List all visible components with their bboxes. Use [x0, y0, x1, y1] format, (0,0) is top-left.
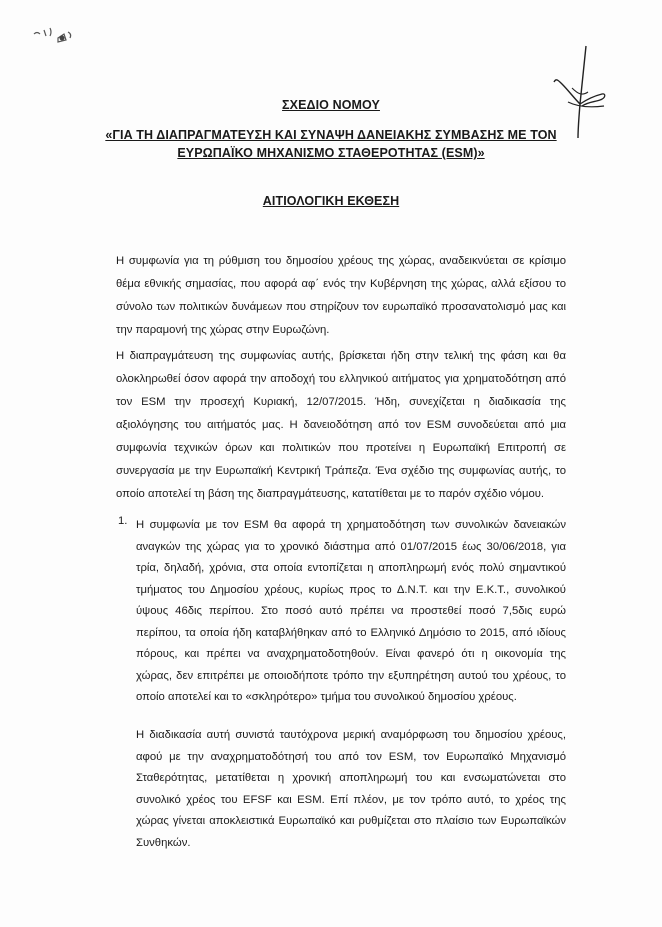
list-item-1: Η συμφωνία με τον ESM θα αφορά τη χρηματοδότηση των συνολικών δανειακών αναγκών της χώρας για το χρονικό διάστημα από 01/07/2015 έως 30/06/2018, για τρία, δηλαδή, χρόνια, στα οποία εντοπίζεται η αποπληρωμή ενός πολύ σημαντικού τμήματος του Δημοσίου χρέους, κυρίως προς το Δ.Ν.Τ. και την Ε.Κ.Τ., συνολικού ύψους 46δις περίπου. Στο ποσό αυτό πρέπει να προστεθεί ποσό 7,5δις ευρώ περίπου, τα οποία ήδη καταβλήθηκαν από το Ελληνικό Δημόσιο το 2015, από ιδίους πόρους, και πρέπει να αναχρηματοδοτηθούν. Είναι φανερό ότι η οικονομία της χώρας, δεν επιτρέπει με οποιοδήποτε τρόπο την εξυπηρέτηση αυτού του χρέους, το οποίο αποτελεί και το «σκληρότερο» τμήμα του συνολικού δημοσίου χρέους.: [136, 519, 566, 703]
list-item-number: 1.: [118, 515, 128, 527]
paragraph-2: Η διαπραγμάτευση της συμφωνίας αυτής, βρίσκεται ήδη στην τελική της φάση και θα ολοκληρωθεί όσον αφορά την αποδοχή του ελληνικού αιτήματος για χρηματοδότηση από τον ESM την προσεχή Κυριακή, 12/07/2015. Ήδη, συνεχίζεται η διαδικασία της αξιολόγησης του αιτήματός μας. Η δανειοδότηση από τον ESM συνοδεύεται από μια συμφωνία τεχνικών όρων και πολιτικών που προτείνει η Ευρωπαϊκή Επιτροπή σε συνεργασία με την Ευρωπαϊκή Κεντρική Τράπεζα. Ένα σχέδιο της συμφωνίας αυτής, το οποίο αποτελεί τη βάση της διαπραγμάτευσης, κατατίθεται με το παρόν σχέδιο νόμου.: [116, 350, 566, 500]
handwritten-signature: [548, 44, 608, 140]
bill-title-line-1: «ΓΙΑ ΤΗ ΔΙΑΠΡΑΓΜΑΤΕΥΣΗ ΚΑΙ ΣΥΝΑΨΗ ΔΑΝΕΙΑΚΗΣ ΣΥΜΒΑΣΗΣ ΜΕ ΤΟΝ: [105, 128, 557, 142]
bill-title-line-2: ΕΥΡΩΠΑΪΚΟ ΜΗΧΑΝΙΣΜΟ ΣΤΑΘΕΡΟΤΗΤΑΣ (ESM)»: [177, 146, 485, 160]
paragraph-1: Η συμφωνία για τη ρύθμιση του δημοσίου χρέους της χώρας, αναδεικνύεται σε κρίσιμο θέμα εθνικής σημασίας, που αφορά αφ΄ ενός την Κυβέρνηση της χώρας, αλλά εξίσου το σύνολο των πολιτικών δυνάμεων που στηρίζουν τον ευρωπαϊκό προσανατολισμό μας και την παραμονή της χώρας στην Ευρωζώνη.: [116, 255, 566, 336]
list-item-1-continuation: Η διαδικασία αυτή συνιστά ταυτόχρονα μερική αναμόρφωση του δημοσίου χρέους, αφού με την αναχρηματοδότησή του από τον ESM, τον Ευρωπαϊκό Μηχανισμό Σταθερότητας, μετατίθεται η χρονική αποπληρωμή του και ενσωματώνεται στο συνολικό χρέος του EFSF και ESM. Επί πλέον, με τον τρόπο αυτό, το χρέος της χώρας γίνεται αποκλειστικά Ευρωπαϊκό και ρυθμίζεται στο πλαίσιο των Ευρωπαϊκών Συνθηκών.: [136, 729, 566, 849]
handwritten-corner-mark: [28, 20, 88, 60]
section-title: ΑΙΤΙΟΛΟΓΙΚΗ ΕΚΘΕΣΗ: [262, 194, 400, 208]
document-title: ΣΧΕΔΙΟ ΝΟΜΟΥ: [282, 98, 380, 112]
